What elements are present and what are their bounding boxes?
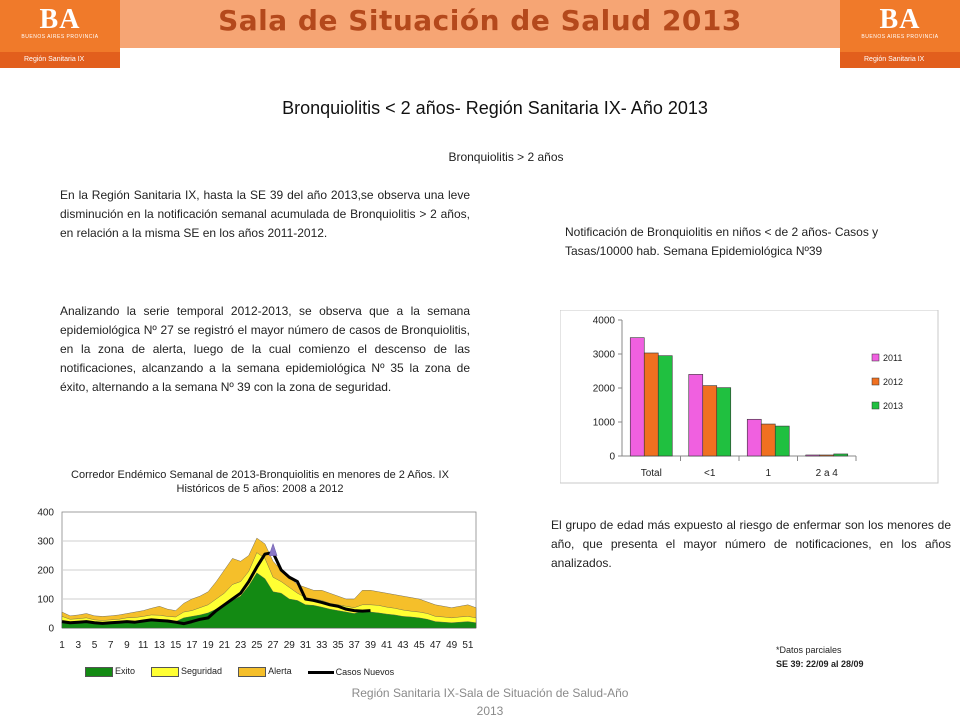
- data-note-line1: *Datos parciales: [776, 645, 842, 655]
- area-legend-swatch: [85, 667, 113, 677]
- bar-2012-Total: [644, 353, 658, 456]
- area-legend-label: Casos Nuevos: [335, 666, 395, 677]
- bar-y-tick-label: 0: [609, 451, 615, 463]
- area-x-tick-label: 9: [124, 640, 130, 651]
- bar-x-tick-label: 2 a 4: [815, 468, 838, 479]
- bar-legend-label: 2012: [883, 377, 904, 387]
- area-x-tick-label: 39: [364, 640, 377, 651]
- bar-chart-frame: [560, 310, 938, 483]
- area-legend-item: [85, 666, 135, 677]
- bar-2013-<1: [717, 388, 731, 456]
- page-subtitle: Bronquiolitis > 2 años: [448, 150, 564, 164]
- bar-legend-label: 2011: [883, 353, 903, 363]
- bar-2013-1: [775, 426, 789, 456]
- bar-2013-Total: [658, 356, 672, 456]
- area-legend-item: [308, 667, 395, 677]
- data-note-line2: SE 39: 22/09 al 28/09: [776, 659, 864, 669]
- area-x-tick-label: 25: [251, 640, 263, 651]
- bar-2011-<1: [689, 374, 703, 456]
- bar-2011-2 a 4: [806, 455, 820, 456]
- area-x-tick-label: 7: [107, 640, 114, 651]
- area-x-tick-label: 29: [283, 640, 295, 651]
- bar-legend-label: 2013: [883, 401, 904, 411]
- area-legend-swatch: [238, 667, 266, 677]
- logo-region: Región Sanitaria IX: [840, 52, 960, 68]
- bar-chart-caption: Notificación de Bronquiolitis en niños < de 2 años- Casos y Tasas/10000 hab. Semana Epidemiológica Nº39: [565, 225, 879, 258]
- bar-2012-2 a 4: [820, 455, 834, 456]
- area-x-tick-label: 19: [202, 640, 214, 651]
- bar-legend-swatch: [872, 402, 879, 409]
- header-banner: [120, 0, 840, 48]
- area-x-tick-label: 23: [235, 640, 247, 651]
- logo-province: BUENOS AIRES PROVINCIA: [21, 34, 99, 40]
- endemic-corridor-chart: [30, 500, 490, 665]
- bar-y-tick-label: 1000: [592, 417, 615, 429]
- area-y-tick-label: 400: [37, 507, 54, 519]
- area-x-tick-label: 21: [218, 640, 230, 651]
- bar-2012-1: [761, 424, 775, 456]
- bar-legend-swatch: [872, 354, 879, 361]
- header-logo-right: [840, 0, 960, 68]
- area-legend-swatch: [151, 667, 179, 677]
- area-legend-label: Exito: [115, 666, 136, 677]
- area-x-tick-label: 37: [348, 640, 360, 651]
- paragraph-analysis: Analizando la serie temporal 2012-2013, se observa que a la semana epidemiológica Nº 27 se registró el mayor número de casos de Bronquiolitis, en la zona de alerta, luego de la cual comienzo el descenso de las notificaciones, alcanzando a la semana epidemiológica Nº 35 la zona de éxito, alternando a la semana Nº 39 con la zona de seguridad.: [60, 304, 470, 394]
- bar-2011-Total: [630, 338, 644, 456]
- area-x-tick-label: 1: [59, 640, 65, 651]
- header-logo-left: [0, 0, 120, 68]
- area-x-tick-label: 35: [332, 640, 344, 651]
- area-y-tick-label: 0: [48, 623, 54, 635]
- logo-region: Región Sanitaria IX: [0, 52, 120, 68]
- logo-province: BUENOS AIRES PROVINCIA: [861, 34, 939, 40]
- area-chart-title: Corredor Endémico Semanal de 2013-Bronquiolitis en menores de 2 Años. IX Históricos de 5 años: 2008 a 2012: [71, 469, 449, 495]
- area-x-tick-label: 43: [397, 640, 409, 651]
- area-y-tick-label: 300: [37, 536, 54, 548]
- area-x-tick-label: 13: [153, 640, 165, 651]
- page-title: Bronquiolitis < 2 años- Región Sanitaria IX- Año 2013: [282, 98, 708, 118]
- data-note: [776, 643, 864, 671]
- paragraph-age-group: El grupo de edad más expuesto al riesgo de enfermar son los menores de año, que presenta el mayor número de notificaciones, en los años analizados.: [551, 518, 951, 570]
- area-x-tick-label: 11: [137, 640, 149, 651]
- bar-x-tick-label: 1: [765, 468, 772, 479]
- bar-2012-<1: [703, 386, 717, 456]
- area-legend-item: [238, 666, 292, 677]
- area-x-tick-label: 33: [316, 640, 328, 651]
- banner-title: Sala de Situación de Salud 2013: [218, 4, 742, 37]
- area-legend-item: [151, 666, 222, 677]
- area-legend-swatch: [308, 671, 334, 674]
- bar-chart: [560, 310, 940, 485]
- area-legend-label: Seguridad: [181, 666, 223, 677]
- logo-text: BA: [879, 4, 921, 35]
- area-x-tick-label: 51: [462, 640, 474, 651]
- bar-y-tick-label: 2000: [592, 383, 615, 395]
- bar-legend-swatch: [872, 378, 879, 385]
- logo-text: BA: [39, 4, 81, 35]
- area-x-tick-label: 17: [186, 640, 198, 651]
- area-x-tick-label: 47: [429, 640, 441, 651]
- bar-2013-2 a 4: [834, 454, 848, 456]
- area-x-tick-label: 5: [91, 640, 98, 651]
- area-y-tick-label: 200: [37, 565, 54, 577]
- footer: Región Sanitaria IX-Sala de Situación de Salud-Año 2013: [351, 686, 629, 718]
- area-y-tick-label: 100: [37, 594, 54, 606]
- bar-x-tick-label: <1: [704, 468, 716, 479]
- area-legend-label: Alerta: [268, 666, 292, 677]
- bar-y-tick-label: 4000: [592, 315, 615, 327]
- area-x-tick-label: 41: [381, 640, 393, 651]
- bar-y-tick-label: 3000: [592, 349, 615, 361]
- area-x-tick-label: 31: [299, 640, 312, 651]
- area-x-tick-label: 27: [267, 640, 279, 651]
- area-x-tick-label: 45: [413, 640, 425, 651]
- bar-x-tick-label: Total: [640, 468, 662, 479]
- area-x-tick-label: 49: [446, 640, 458, 651]
- area-chart-legend: [85, 666, 485, 678]
- bar-2011-1: [747, 419, 761, 456]
- area-x-tick-label: 3: [75, 640, 82, 651]
- paragraph-summary: En la Región Sanitaria IX, hasta la SE 39 del año 2013,se observa una leve disminución en la notificación semanal acumulada de Bronquiolitis > 2 años, en relación a la misma SE en los años 2011-2012.: [60, 188, 470, 240]
- area-x-tick-label: 15: [170, 640, 182, 651]
